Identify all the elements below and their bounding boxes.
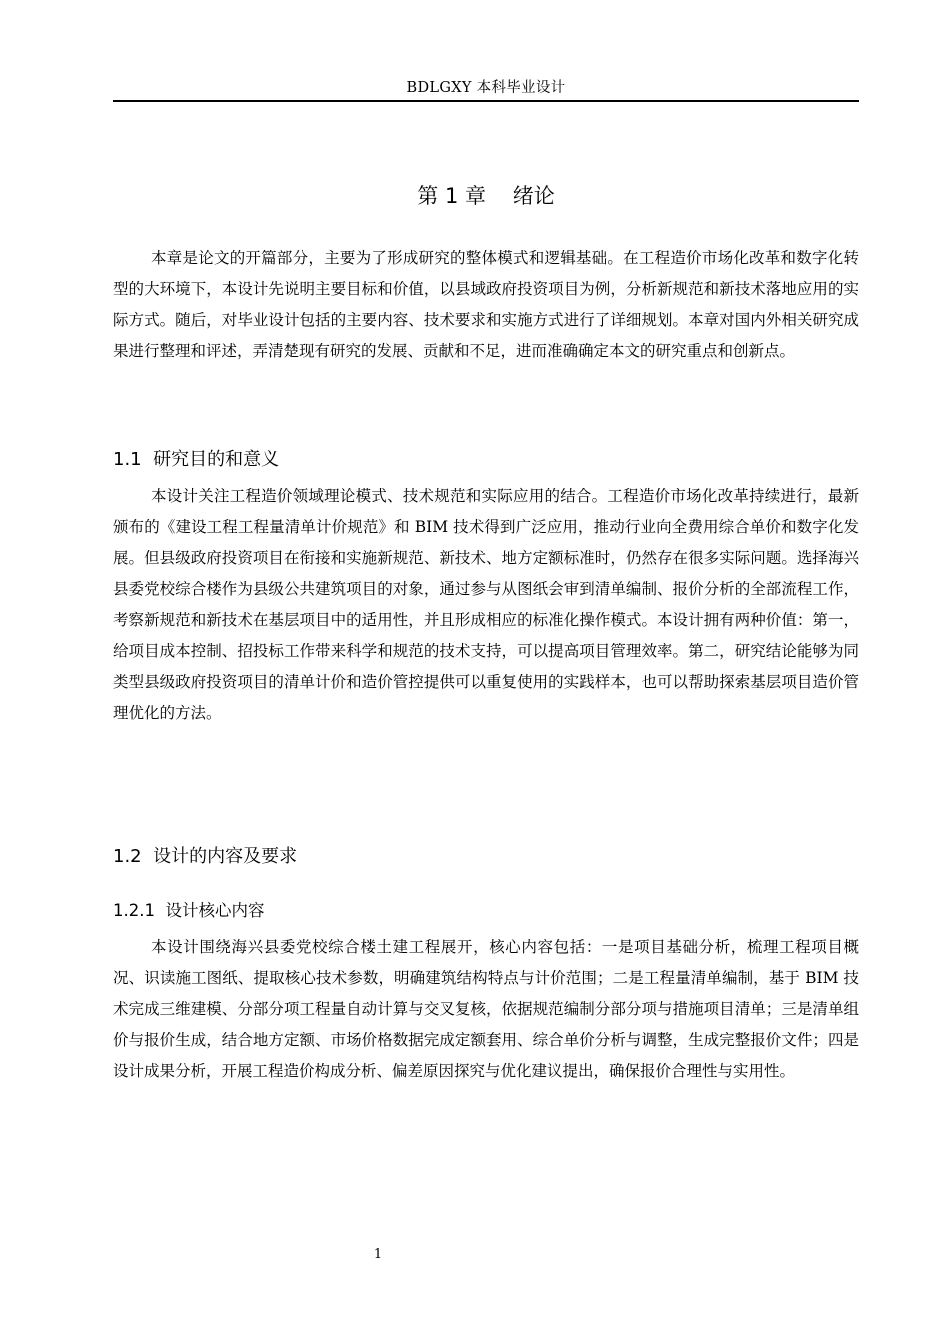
section-1-2-heading: 1.2 设计的内容及要求 xyxy=(113,846,298,867)
page-number: 1 xyxy=(373,1247,383,1262)
subsection-1-2-1-paragraph: 本设计围绕海兴县委党校综合楼土建工程展开，核心内容包括：一是项目基础分析，梳理工程项目概况、识读施工图纸、提取核心技术参数，明确建筑结构特点与计价范围；二是工程量清单编制，基于 BIM 技术完成三维建模、分部分项工程量自动计算与交叉复核，依据规范编制分部分项与措施项目清单；三是清单组价与报价生成，结合地方定额、市场价格数据完成定额套用、综合单价分析与调整，生成完整报价文件；四是设计成果分析，开展工程造价构成分析、偏差原因探究与优化建议提出，确保报价合理性与实用性。 xyxy=(113,938,859,1080)
running-header: BDLGXY 本科毕业设计 xyxy=(406,80,566,96)
section-1-1-heading: 1.1 研究目的和意义 xyxy=(113,449,280,470)
section-1-1-paragraph: 本设计关注工程造价领域理论模式、技术规范和实际应用的结合。工程造价市场化改革持续进行，最新颁布的《建设工程工程量清单计价规范》和 BIM 技术得到广泛应用，推动行业向全费用综合单价和数字化发展。但县级政府投资项目在衔接和实施新规范、新技术、地方定额标准时，仍然存在很多实际问题。选择海兴县委党校综合楼作为县级公共建筑项目的对象，通过参与从图纸会审到清单编制、报价分析的全部流程工作，考察新规范和新技术在基层项目中的适用性，并且形成相应的标准化操作模式。本设计拥有两种价值：第一，给项目成本控制、招投标工作带来科学和规范的技术支持，可以提高项目管理效率。第二，研究结论能够为同类型县级政府投资项目的清单计价和造价管控提供可以重复使用的实践样本，也可以帮助探索基层项目造价管理优化的方法。 xyxy=(113,487,859,722)
subsection-1-2-1-heading: 1.2.1 设计核心内容 xyxy=(113,901,265,920)
chapter-title: 第 1 章 绪论 xyxy=(417,184,555,208)
intro-paragraph: 本章是论文的开篇部分，主要为了形成研究的整体模式和逻辑基础。在工程造价市场化改革和数字化转型的大环境下，本设计先说明主要目标和价值，以县域政府投资项目为例，分析新规范和新技术落地应用的实际方式。随后，对毕业设计包括的主要内容、技术要求和实施方式进行了详细规划。本章对国内外相关研究成果进行整理和评述，弄清楚现有研究的发展、贡献和不足，进而准确确定本文的研究重点和创新点。 xyxy=(113,249,859,360)
header-divider xyxy=(113,100,859,102)
